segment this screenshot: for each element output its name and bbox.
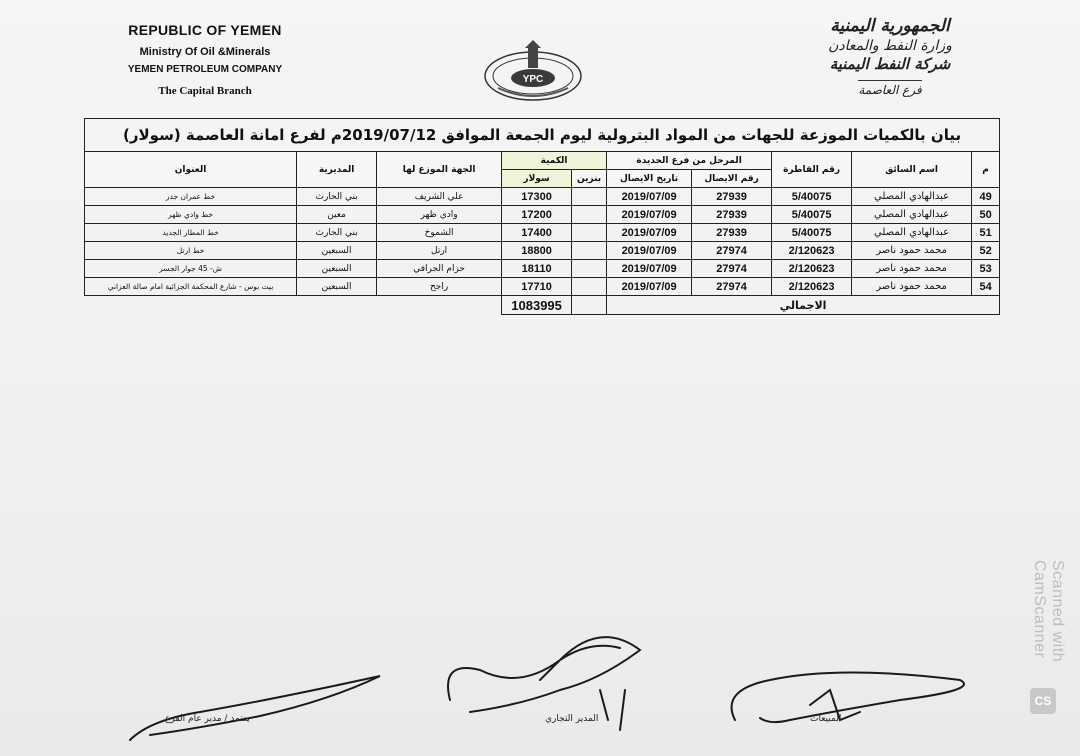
row-receipt-no: 27974 [692,242,772,260]
letterhead-branch-ar: فرع العاصمة [858,80,921,96]
commercial-signature-mark [448,637,640,730]
row-directorate: السبعين [297,242,377,260]
row-tanker: 5/40075 [772,188,852,206]
logo-text: YPC [522,74,544,85]
header-receipt-no: رقم الايصال [692,170,772,188]
sales-signature-mark [732,673,964,723]
row-recipient: الشموخ [377,224,502,242]
row-driver: عبدالهادي المصلي [852,206,972,224]
header-recipient: الجهة الموزع لها [377,152,502,188]
letterhead-company-ar: شركة النفط اليمنية [829,55,951,73]
row-driver: محمد حمود ناصر [852,278,972,296]
header-petrol: بنزين [572,170,607,188]
header-shipped-from: المرحل من فرع الحديدة [607,152,772,170]
row-tanker: 2/120623 [772,260,852,278]
row-receipt-date: 2019/07/09 [607,260,692,278]
header-tanker: رقم القاطرة [772,152,852,188]
scanner-badge: CS [1030,688,1056,714]
row-address: بيت بوس - شارع المحكمة الجزائية امام صالة العزاني [85,278,297,296]
row-index: 50 [972,206,1000,224]
row-tanker: 5/40075 [772,224,852,242]
row-directorate: بني الحارث [297,188,377,206]
row-receipt-date: 2019/07/09 [607,242,692,260]
row-address: خط المطار الجديد [85,224,297,242]
letterhead-country-ar: الجمهورية اليمنية [830,16,950,36]
row-diesel: 17200 [502,206,572,224]
approver-signature-mark [130,676,380,740]
row-diesel: 18110 [502,260,572,278]
row-receipt-date: 2019/07/09 [607,206,692,224]
row-recipient: ارتل [377,242,502,260]
row-receipt-date: 2019/07/09 [607,188,692,206]
letterhead-country: REPUBLIC OF YEMEN [128,22,282,38]
header-address: العنوان [85,152,297,188]
row-receipt-no: 27974 [692,278,772,296]
row-index: 49 [972,188,1000,206]
header-diesel: سولار [502,170,572,188]
row-receipt-no: 27939 [692,188,772,206]
row-driver: محمد حمود ناصر [852,260,972,278]
sales-signature-label: المبيعات [810,714,842,724]
row-address: خط عمران جدر [85,188,297,206]
row-receipt-no: 27939 [692,206,772,224]
row-driver: عبدالهادي المصلي [852,224,972,242]
row-recipient: وادي ظهر [377,206,502,224]
row-address: ش- 45 جوار الجسر [85,260,297,278]
row-address: خط ارتل [85,242,297,260]
row-driver: عبدالهادي المصلي [852,188,972,206]
letterhead-ministry: Ministry Of Oil &Minerals [139,46,271,58]
row-receipt-date: 2019/07/09 [607,224,692,242]
row-tanker: 2/120623 [772,242,852,260]
commercial-signature-label: المدير التجاري [545,714,599,724]
row-driver: محمد حمود ناصر [852,242,972,260]
header-index: م [972,152,1000,188]
scanner-watermark: Scanned with CamScanner [1031,560,1066,663]
row-recipient: علي الشريف [377,188,502,206]
row-index: 52 [972,242,1000,260]
letterhead-company: YEMEN PETROLEUM COMPANY [127,64,283,75]
row-tanker: 5/40075 [772,206,852,224]
row-diesel: 17400 [502,224,572,242]
row-receipt-no: 27974 [692,260,772,278]
row-address: خط وادي ظهر [85,206,297,224]
row-tanker: 2/120623 [772,278,852,296]
letterhead-branch: The Capital Branch [158,85,252,97]
header-driver: اسم السائق [852,152,972,188]
row-diesel: 17710 [502,278,572,296]
letterhead-ministry-ar: وزارة النفط والمعادن [828,38,952,54]
row-diesel: 18800 [502,242,572,260]
row-diesel: 17300 [502,188,572,206]
row-receipt-no: 27939 [692,224,772,242]
header-receipt-date: تاريخ الايصال [607,170,692,188]
header-quantity: الكمية [502,152,607,170]
total-label: الاجمالي [607,296,1000,315]
row-directorate: السبعين [297,278,377,296]
row-index: 54 [972,278,1000,296]
total-value: 1083995 [502,296,572,315]
row-recipient: راجح [377,278,502,296]
row-directorate: السبعين [297,260,377,278]
row-recipient: حزام الجرافي [377,260,502,278]
table-title: بيان بالكميات الموزعة للجهات من المواد البترولية ليوم الجمعة الموافق 2019/07/12م لفرع امانة العاصمة (سولار) [85,119,1000,152]
row-index: 51 [972,224,1000,242]
row-index: 53 [972,260,1000,278]
header-directorate: المديرية [297,152,377,188]
row-directorate: بني الحارث [297,224,377,242]
row-directorate: معين [297,206,377,224]
approver-signature-label: يعتمد / مدير عام الفرع [165,714,250,724]
row-receipt-date: 2019/07/09 [607,278,692,296]
